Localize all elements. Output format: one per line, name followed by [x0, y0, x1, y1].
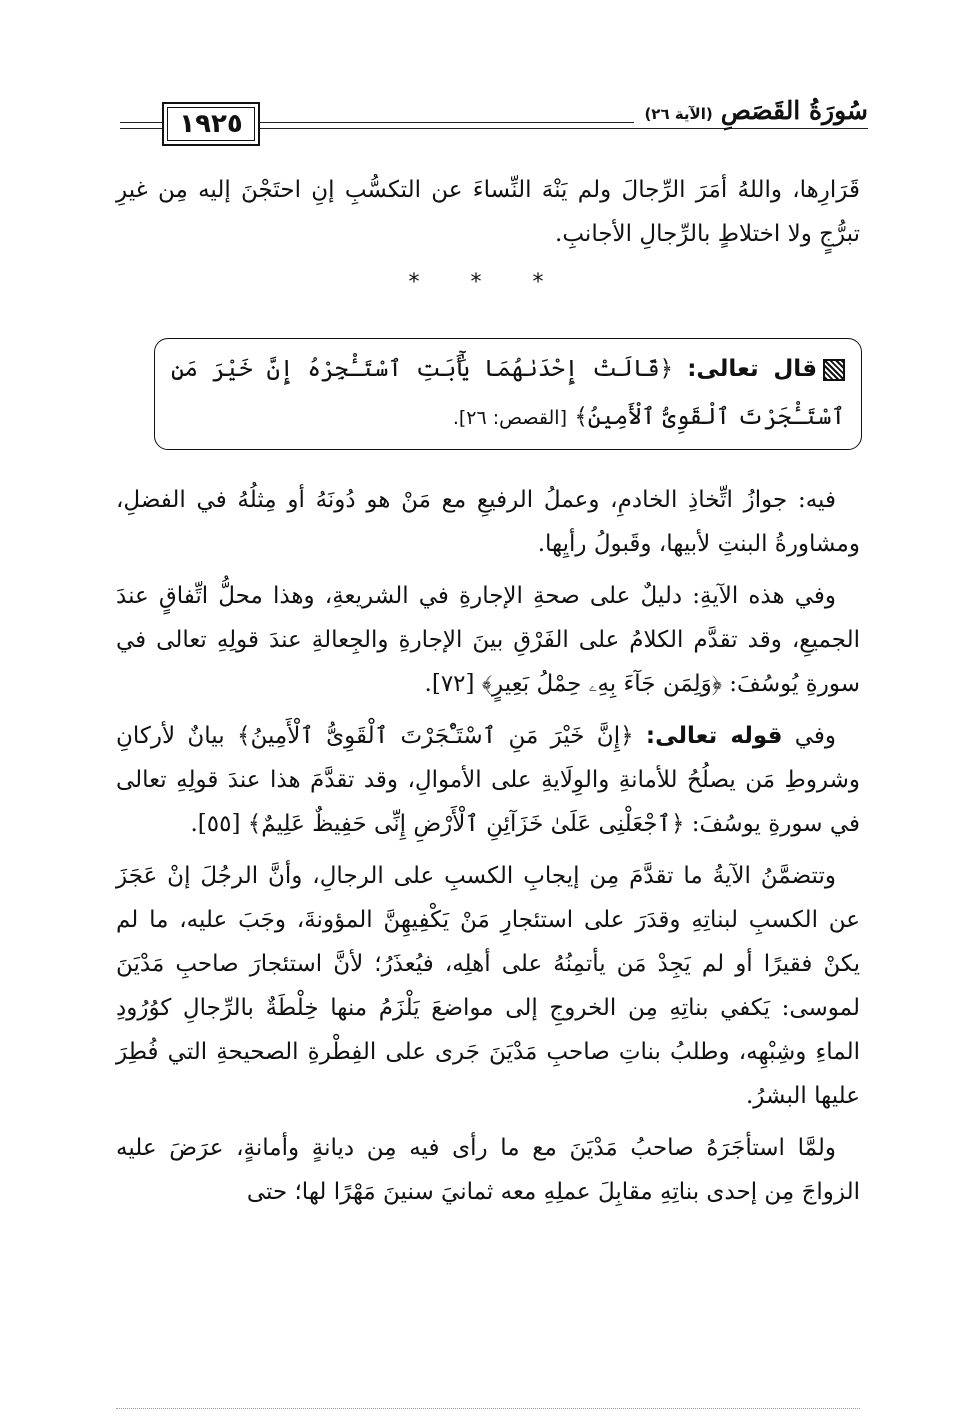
paragraph-3-prefix: وفي: [794, 723, 837, 749]
paragraph-5: ولمَّا استأجَرَهُ صاحبُ مَدْيَنَ مع ما رأى فيه مِن ديانةٍ وأمانةٍ، عرَضَ عليه الزواجَ مِن إحدى بناتِهِ مقابِلَ عملِهِ معه ثمانيَ سنينَ مَهْرًا لها؛ حتى: [116, 1135, 860, 1205]
paragraph-3-bold-lead: قوله تعالى:: [645, 723, 783, 749]
page-number: ١٩٢٥: [162, 102, 260, 146]
footer-rule: [116, 1408, 860, 1409]
paragraph-2: وفي هذه الآيةِ: دليلٌ على صحةِ الإجارةِ في الشريعةِ، وهذا محلُّ اتِّفاقٍ عندَ الجميعِ، وقد تقدَّم الكلامُ على الفَرْقِ بينَ الإجارةِ والجِعالةِ عندَ قولِهِ تعالى في سورةِ يُوسُفَ: ﴿وَلِمَن جَآءَ بِهِۦ حِمْلُ بَعِيرٍ﴾ [٧٢].: [116, 583, 860, 697]
paragraph-1: فيه: جوازُ اتِّخاذِ الخادمِ، وعملُ الرفيعِ مع مَنْ هو دُونَهُ أو مِثلُهُ في الفضلِ، ومشاورةُ البنتِ لأبيها، وقَبولُ رأيِها.: [116, 487, 860, 557]
paragraph-3: [116, 714, 860, 846]
paragraph-4: وتتضمَّنُ الآيةُ ما تقدَّمَ مِن إيجابِ الكسبِ على الرجالِ، وأنَّ الرجُلَ إنْ عَجَزَ عن الكسبِ لبناتِهِ وقدَرَ على استئجارِ مَنْ يَكْفِيهِنَّ المؤونةَ، وجَبَ عليه، ما لم يكنْ فقيرًا أو لم يَجِدْ مَن يأتمِنُهُ على أهلِه، فيُعذَرُ؛ لأنَّ استئجارَ صاحبِ مَدْيَنَ لموسى: يَكفي بناتِهِ مِن الخروجِ إلى مواضعَ يَلْزَمُ منها خِلْطَةٌ بالرِّجالِ كوُرُودِ الماءِ وشِبْهِه، وطلبُ بناتِ صاحبِ مَدْيَنَ جَرى على الفِطْرةِ الصحيحةِ التي فُطِرَ عليها البشرُ.: [116, 863, 860, 1109]
intro-paragraph: قَرَارِها، واللهُ أمَرَ الرِّجالَ ولم يَنْهَ النِّساءَ عن التكسُّبِ إنِ احتَجْنَ إليه مِن غيرِ تبرُّجٍ ولا اختلاطٍ بالرِّجالِ الأجانبِ.: [116, 177, 860, 247]
paragraph-3-text: ﴿إِنَّ خَيْرَ مَنِ ٱسْتَـْٔجَرْتَ ٱلْقَوِىُّ ٱلْأَمِينُ﴾ بيانٌ لأركانِ وشروطِ مَن يصلُحُ للأمانةِ والوِلَايةِ على الأموالِ، وقد تقدَّمَ هذا عندَ قولِهِ تعالى في سورةِ يوسُفَ: ﴿ٱجْعَلْنِى عَلَىٰ خَزَآئِنِ ٱلْأَرْضِ إِنِّى حَفِيظٌ عَلِيمٌ﴾ [٥٥].: [116, 723, 860, 837]
verse-lead: قال تعالى:: [687, 356, 818, 382]
verse-text: ﴿قَالَتْ إِحْدَىٰهُمَا يَٰٓأَبَتِ ٱسْتَـْٔجِرْهُ إِنَّ خَيْرَ مَنِ ٱسْتَـْٔجَرْتَ ٱلْقَوِىُّ ٱلْأَمِينُ﴾: [171, 356, 845, 430]
body-text: [116, 478, 860, 1214]
surah-title: [634, 96, 868, 125]
verse-citation: [القصص: ٢٦].: [452, 407, 567, 429]
section-separator: * * *: [408, 270, 566, 295]
surah-name: سُورَةُ القَصَصِ: [720, 96, 868, 125]
verse-box: [154, 338, 862, 450]
running-header: [120, 96, 868, 144]
intro-paragraph-block: [116, 168, 860, 256]
square-ornament-icon: [823, 359, 845, 381]
ayah-reference: (الآية ٢٦): [644, 105, 713, 123]
